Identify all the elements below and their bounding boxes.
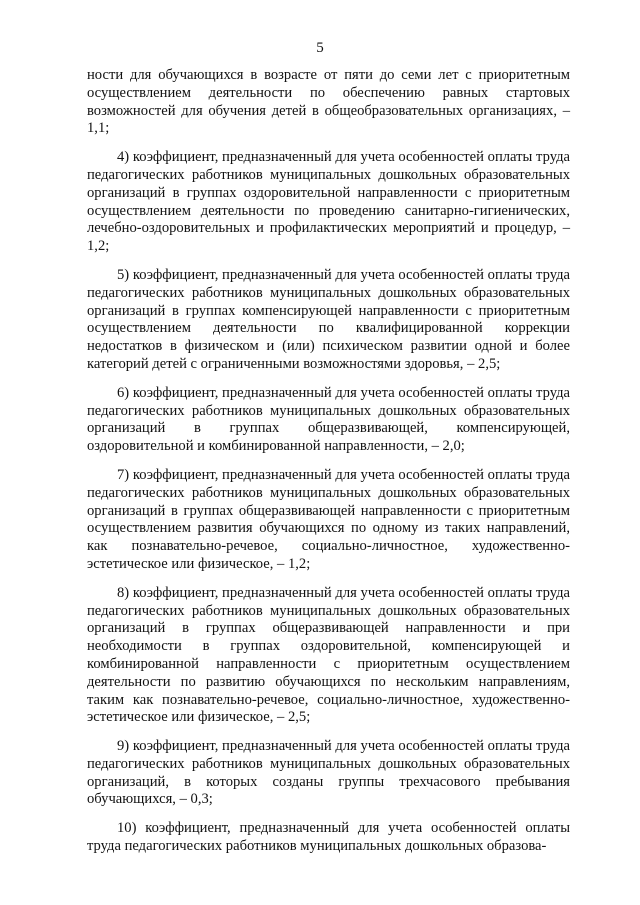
paragraph-item-9: 9) коэффициент, предназначенный для учета особенностей оплаты труда педагогических работников муниципальных дошкольных образовательных организаций, в которых созданы группы трехчасового пребывания обучающихся, – 0,3; [87,738,570,808]
paragraph-item-6: 6) коэффициент, предназначенный для учета особенностей оплаты труда педагогических работников муниципальных дошкольных образовательных организаций в группах общеразвивающей, компенсирующей, оздоровительной и комбинированной направленности, – 2,0; [87,384,570,455]
paragraph-item-8: 8) коэффициент, предназначенный для учета особенностей оплаты труда педагогических работников муниципальных дошкольных образовательных организаций в группах общеразвивающей направленности и при необходимости в группах оздоровительной, компенсирующей и комбинированной направленности с приоритетным осуществлением деятельности по развитию обучающихся по нескольким направлениям, таким как познавательно-речевое, социально-личностное, художественно-эстетическое или физическое, – 2,5; [87,584,570,726]
document-body [87,67,570,867]
paragraph-item-7: 7) коэффициент, предназначенный для учета особенностей оплаты труда педагогических работников муниципальных дошкольных образовательных организаций в группах общеразвивающей направленности с приоритетным осуществлением развития обучающихся по одному из таких направлений, как познавательно-речевое, социально-личностное, художественно-эстетическое или физическое, – 1,2; [87,466,570,572]
paragraph-continuation: ности для обучающихся в возрасте от пяти до семи лет с приоритетным осуществлением деятельности по обеспечению равных стартовых возможностей для обучения детей в общеобразовательных организациях, – 1,1; [87,67,570,137]
paragraph-item-4: 4) коэффициент, предназначенный для учета особенностей оплаты труда педагогических работников муниципальных дошкольных образовательных организаций в группах оздоровительной направленности с приоритетным осуществлением деятельности по проведению санитарно-гигиенических, лечебно-оздоровительных и профилактических мероприятий и процедур, – 1,2; [87,149,570,255]
page-number: 5 [316,40,324,56]
paragraph-item-10: 10) коэффициент, предназначенный для учета особенностей оплаты труда педагогических работников муниципальных дошкольных образова- [87,820,570,855]
paragraph-item-5: 5) коэффициент, предназначенный для учета особенностей оплаты труда педагогических работников муниципальных дошкольных образовательных организаций в группах компенсирующей направленности с приоритетным осуществлением деятельности по квалифицированной коррекции недостатков в физическом и (или) психическом развитии одной и более категорий детей с ограниченными возможностями здоровья, – 2,5; [87,266,570,372]
